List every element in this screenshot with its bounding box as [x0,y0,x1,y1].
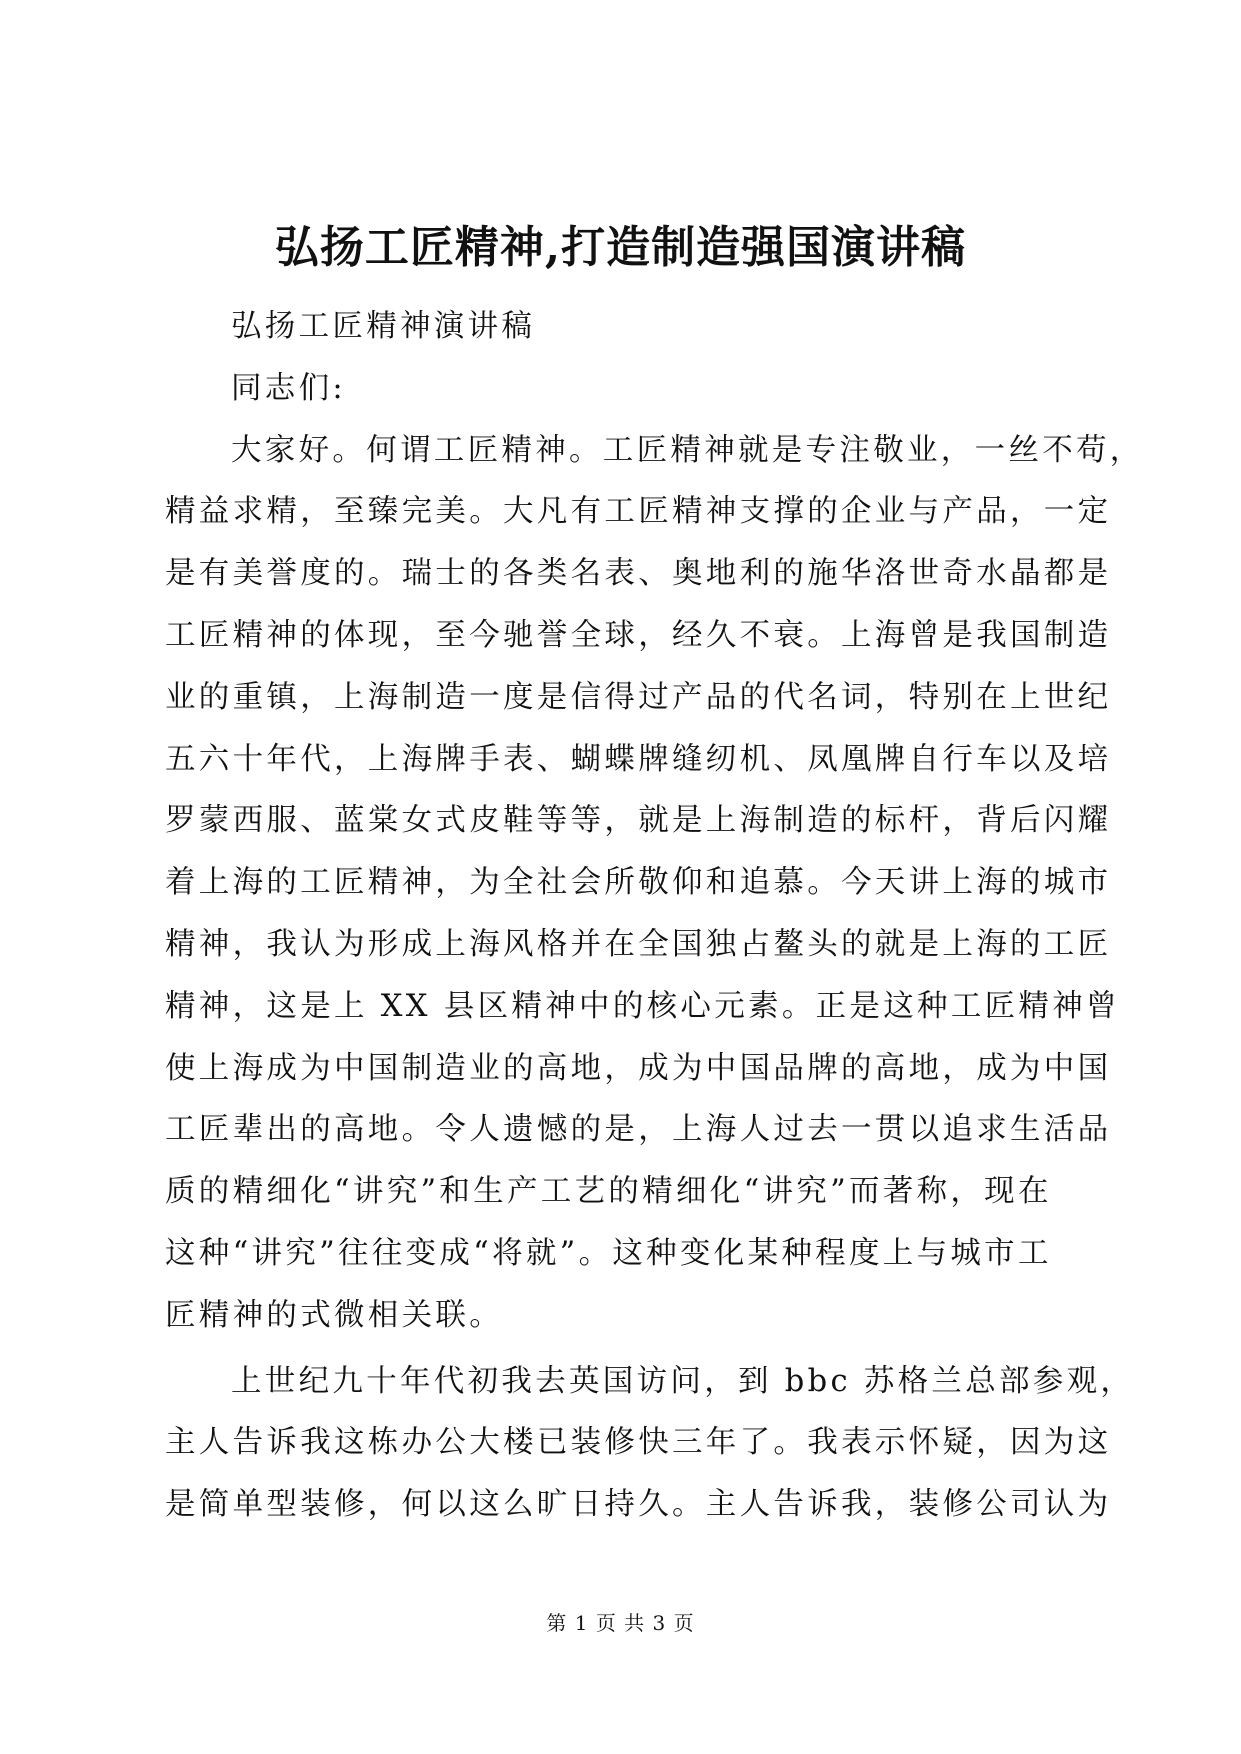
subtitle-line: 弘扬工匠精神演讲稿 [231,309,536,344]
paragraph-line: 匠精神的式微相关联。 [165,1297,503,1333]
paragraph-line: 业的重镇，上海制造一度是信得过产品的代名词，特别在上世纪 [165,679,1112,715]
paragraph-line: 着上海的工匠精神，为全社会所敬仰和追慕。今天讲上海的城市 [165,865,1112,901]
document-body [165,296,1144,1536]
paragraph-line: 是有美誉度的。瑞士的各类名表、奥地利的施华洛世奇水晶都是 [165,556,1112,592]
paragraph-line: 质的精细化“讲究”和生产工艺的精细化“讲究”而著称，现在 [165,1174,1052,1210]
paragraph-line: 上世纪九十年代初我去英国访问，到 bbc 苏格兰总部参观， [231,1363,1135,1399]
greeting-line: 同志们: [231,370,346,406]
paragraph-line: 罗蒙西服、蓝棠女式皮鞋等等，就是上海制造的标杆，背后闪耀 [165,803,1112,839]
paragraph-line: 精神，这是上 XX 县区精神中的核心元素。正是这种工匠精神曾 [165,988,1120,1024]
page-number-footer: 第 1 页 共 3 页 [546,1611,695,1635]
paragraph-line: 主人告诉我这栋办公大楼已装修快三年了。我表示怀疑，因为这 [165,1425,1112,1461]
paragraph-line: 是简单型装修，何以这么旷日持久。主人告诉我，装修公司认为 [165,1487,1112,1523]
paragraph-line: 这种“讲究”往往变成“将就”。这种变化某种程度上与城市工 [165,1235,1052,1271]
paragraph-line: 使上海成为中国制造业的高地，成为中国品牌的高地，成为中国 [165,1050,1112,1086]
paragraph-2 [165,1351,1135,1536]
paragraph-line: 精神，我认为形成上海风格并在全国独占鳌头的就是上海的工匠 [165,926,1112,962]
paragraph-1 [165,420,1144,1347]
paragraph-line: 工匠辈出的高地。令人遗憾的是，上海人过去一贯以追求生活品 [165,1112,1112,1148]
document-title: 弘扬工匠精神,打造制造强国演讲稿 [274,222,967,273]
paragraph-line: 精益求精，至臻完美。大凡有工匠精神支撑的企业与产品，一定 [165,494,1112,530]
paragraph-line: 五六十年代，上海牌手表、蝴蝶牌缝纫机、凤凰牌自行车以及培 [165,741,1112,777]
paragraph-line: 大家好。何谓工匠精神。工匠精神就是专注敬业，一丝不苟， [231,432,1144,468]
paragraph-line: 工匠精神的体现，至今驰誉全球，经久不衰。上海曾是我国制造 [165,617,1112,653]
